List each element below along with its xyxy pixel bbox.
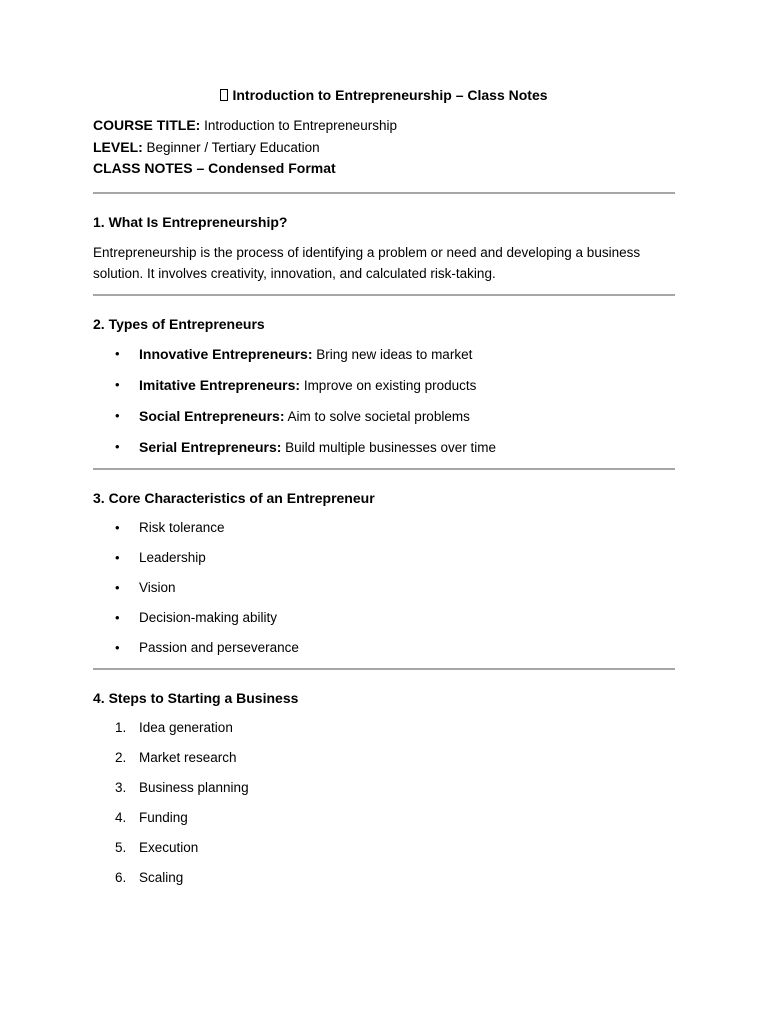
item-text: Decision-making ability (139, 609, 278, 625)
bullet-icon: • (115, 609, 120, 625)
list-item (93, 437, 675, 458)
item-text: Passion and perseverance (139, 639, 299, 655)
list-item (93, 518, 675, 538)
item-term: Innovative Entrepreneurs: (139, 345, 313, 362)
list-item (93, 868, 675, 888)
item-text: Risk tolerance (139, 519, 225, 535)
section-paragraph: Entrepreneurship is the process of identifying a problem or need and developing a business solution. It involves creativity, innovation, and calculated risk-taking. (93, 244, 641, 281)
item-desc: Aim to solve societal problems (284, 408, 470, 424)
list-item (93, 638, 675, 658)
item-text: Vision (139, 579, 176, 595)
item-text: Idea generation (139, 719, 233, 735)
document-title-text: Introduction to Entrepreneurship – Class Notes (232, 87, 548, 103)
item-text: Business planning (139, 779, 249, 795)
course-title-line (93, 115, 675, 137)
item-desc: Improve on existing products (300, 377, 477, 393)
step-number: 2. (115, 749, 127, 765)
step-number: 4. (115, 809, 127, 825)
document-page (93, 84, 675, 898)
item-text: Funding (139, 809, 188, 825)
bullet-icon: • (115, 407, 120, 423)
level-line (93, 137, 675, 159)
business-steps-list (93, 718, 675, 888)
divider (93, 468, 675, 470)
bullet-icon: • (115, 376, 120, 392)
item-term: Social Entrepreneurs: (139, 407, 285, 424)
bullet-icon: • (115, 519, 120, 535)
item-text: Scaling (139, 869, 184, 885)
divider (93, 192, 675, 194)
bullet-icon: • (115, 438, 120, 454)
list-item (93, 808, 675, 828)
step-number: 5. (115, 839, 127, 855)
item-text: Market research (139, 749, 237, 765)
item-term: Serial Entrepreneurs: (139, 438, 282, 455)
divider (93, 668, 675, 670)
list-item (93, 718, 675, 738)
course-meta (93, 115, 675, 180)
bullet-icon: • (115, 549, 120, 565)
list-item (93, 608, 675, 628)
bullet-icon: • (115, 639, 120, 655)
item-text: Leadership (139, 549, 206, 565)
item-term: Imitative Entrepreneurs: (139, 376, 301, 393)
section-heading: 3. Core Characteristics of an Entrepreneur (93, 489, 375, 506)
list-item (93, 375, 675, 396)
item-text: Execution (139, 839, 199, 855)
section-heading: 1. What Is Entrepreneurship? (93, 213, 288, 230)
bullet-icon: • (115, 345, 120, 361)
item-desc: Bring new ideas to market (312, 346, 473, 362)
step-number: 3. (115, 779, 127, 795)
list-item (93, 548, 675, 568)
entrepreneur-types-list (93, 344, 675, 458)
course-title-value: Introduction to Entrepreneurship (200, 118, 397, 133)
step-number: 1. (115, 719, 127, 735)
list-item (93, 748, 675, 768)
item-desc: Build multiple businesses over time (281, 439, 496, 455)
bullet-icon: • (115, 579, 120, 595)
course-title-label: COURSE TITLE: (93, 117, 201, 133)
section-heading: 4. Steps to Starting a Business (93, 689, 299, 706)
list-item (93, 578, 675, 598)
step-number: 6. (115, 869, 127, 885)
section-heading: 2. Types of Entrepreneurs (93, 315, 265, 332)
missing-glyph-icon (220, 89, 228, 101)
level-label: LEVEL: (93, 138, 143, 155)
format-line (93, 158, 675, 180)
list-item (93, 838, 675, 858)
characteristics-list (93, 518, 675, 658)
document-title (93, 84, 675, 106)
level-value: Beginner / Tertiary Education (142, 139, 320, 155)
divider (93, 294, 675, 296)
list-item (93, 406, 675, 427)
list-item (93, 778, 675, 798)
format-label: CLASS NOTES – Condensed Format (93, 160, 336, 176)
list-item (93, 344, 675, 365)
